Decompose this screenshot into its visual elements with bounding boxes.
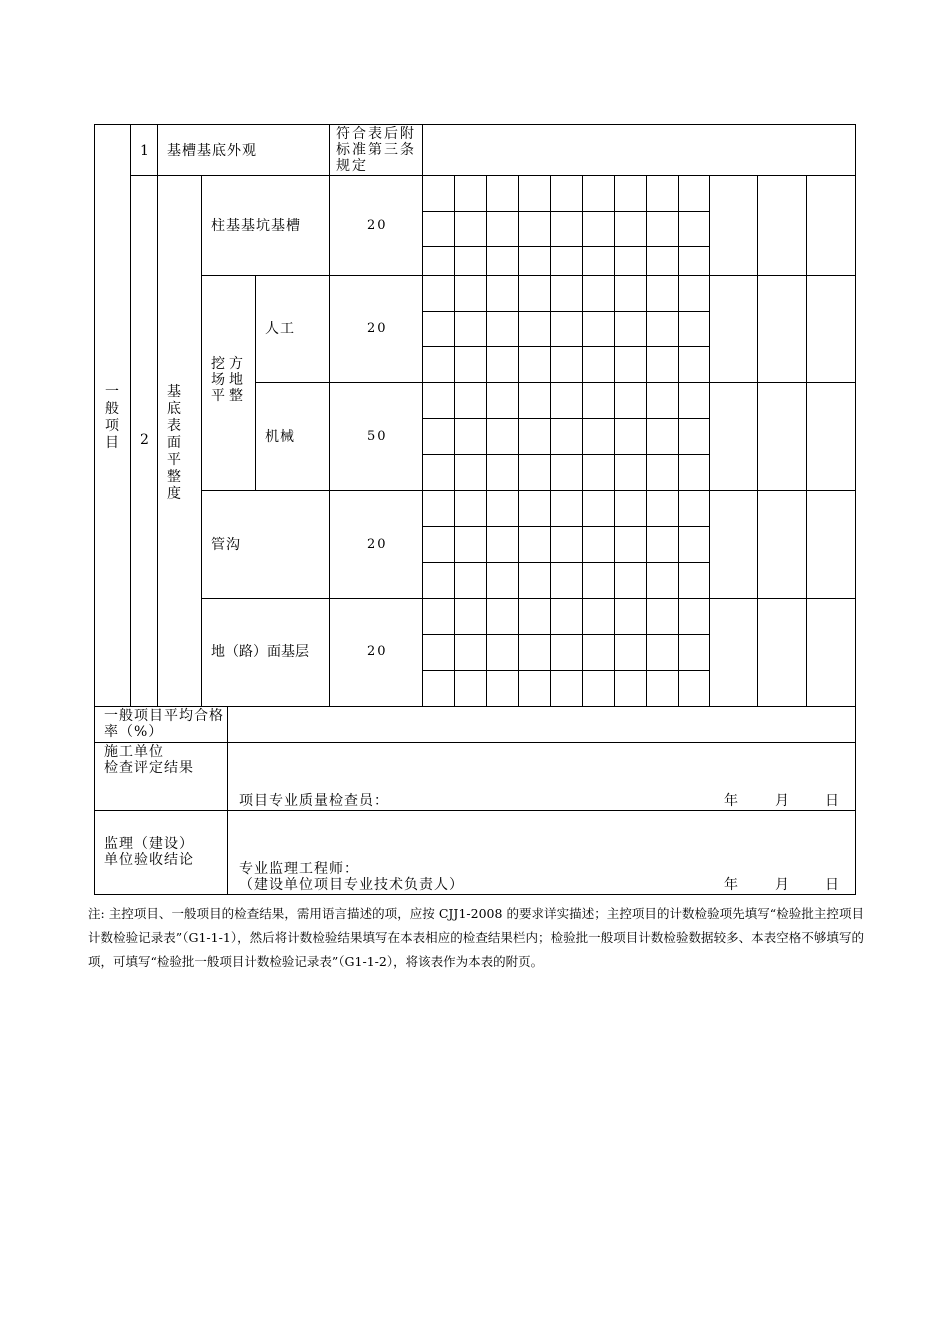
day-label: 日 [825,877,840,893]
engineer-note: （建设单位项目专业技术负责人） [239,877,464,893]
category-label: 一般项目 [105,384,119,451]
month-label: 月 [775,877,790,893]
sub-item-allowance: 50 [367,429,388,444]
row2-index: 2 [140,432,150,448]
row2-item: 基底表面平整度 [167,384,181,502]
sub-item-label: 柱基基坑基槽 [211,218,301,234]
footnote-text: 注: 主控项目、一般项目的检查结果，需用语言描述的项，应按 CJJ1-2008 的要求详实描述；主控项目的计数检验项先填写“检验批主控项目计数检验记录表”（G1-1-1），然后将计数检验结果填写在本表相应的检查结果栏内；检验批一般项目计数检验数据较多、本表空格不够填写的项，可填写“检验批一般项目计数检验记录表”（G1-1-2），将该表作为本表的附页。 [88,906,864,969]
sub-item-label: 机械 [265,429,295,445]
engineer-label: 专业监理工程师： [239,861,359,877]
sub-item-allowance: 20 [367,321,388,336]
row1-index: 1 [140,143,150,159]
supervision-label-1: 监理（建设） [104,836,194,852]
table-border [95,125,856,895]
month-label: 月 [775,793,790,809]
supervision-label-2: 单位验收结论 [104,852,194,868]
pass-rate-label: 一般项目平均合格率（%） [104,708,224,740]
group-label: 挖方场地平整 [211,356,247,404]
row1-standard: 符合表后附标准第三条规定 [336,126,416,174]
sub-item-allowance: 20 [367,537,388,552]
construction-label-1: 施工单位 [104,744,164,760]
footnote [88,902,864,974]
sub-item-allowance: 20 [367,218,388,233]
year-label: 年 [724,793,739,809]
sub-item-label: 地（路）面基层 [211,644,309,660]
sub-item-allowance: 20 [367,644,388,659]
year-label: 年 [724,877,739,893]
row1-item: 基槽基底外观 [167,143,257,159]
day-label: 日 [825,793,840,809]
sub-item-label: 管沟 [211,537,241,553]
construction-label-2: 检查评定结果 [104,760,194,776]
sub-item-label: 人工 [265,321,295,337]
inspector-label: 项目专业质量检查员： [239,793,389,809]
